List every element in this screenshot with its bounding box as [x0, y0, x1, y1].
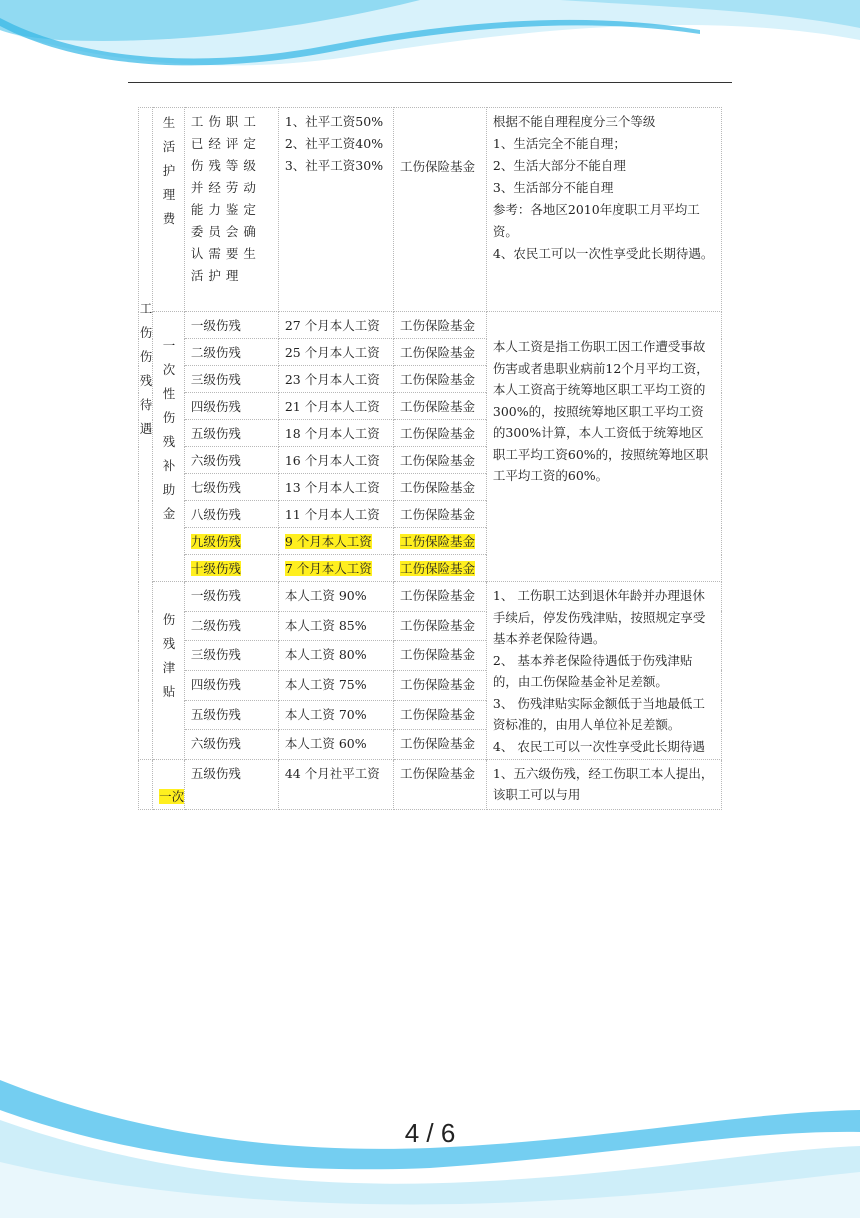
- source-text: 工伤保险基金: [400, 588, 476, 603]
- note-line: 根据不能自理程度分三个等级: [492, 114, 656, 129]
- grade-label: 四级伤残: [190, 399, 241, 414]
- note-text: 本人工资是指工伤职工因工作遭受事故伤害或者患职业病前12个月平均工资， 本人工资高于统筹地区职工平均工资的300%的，按照统筹地区职工平均工资的300%计算，本人工资低于统筹地区职工平均工资60%的，按照统筹地区职工平均工资的60%。: [492, 339, 709, 483]
- amount-text: 本人工资 70%: [284, 706, 367, 722]
- amount-text: 16 个月本人工资: [284, 453, 380, 468]
- condition-text: 工伤职工已经评定伤残等级并经劳动能力鉴定委员会确认需要生活护理: [190, 114, 261, 283]
- source-cell: [394, 393, 487, 420]
- source-cell: [394, 366, 487, 393]
- grade-label: 三级伤残: [190, 372, 241, 387]
- amount-cell: [278, 730, 393, 760]
- grade-cell: [184, 339, 278, 366]
- category-cell: [139, 760, 153, 810]
- source-text: 工伤保险基金: [400, 534, 476, 549]
- category-label: 工伤伤残待遇: [139, 300, 153, 436]
- notes-cell: [486, 760, 721, 810]
- source-text: 工伤保险基金: [400, 736, 476, 752]
- note-text: 1、五六级伤残，经工伤职工本人提出，该职工可以与用: [492, 766, 714, 802]
- amount-item: 1、社平工资50%: [284, 114, 384, 129]
- subcategory-label: 生活护理费: [162, 115, 176, 226]
- grade-cell: [184, 366, 278, 393]
- source-cell: [394, 312, 487, 339]
- amount-text: 本人工资 90%: [284, 588, 367, 603]
- grade-cell: [184, 312, 278, 339]
- amount-text: 27 个月本人工资: [284, 318, 380, 333]
- grade-label: 七级伤残: [190, 480, 241, 495]
- note-line: 1、 工伤职工达到退休年龄并办理退休手续后，停发伤残津贴，按照规定享受基本养老保险待遇。: [492, 588, 706, 646]
- note-line: 3、生活部分不能自理: [492, 180, 614, 195]
- note-line: 3、 伤残津贴实际金额低于当地最低工资标准的，由用人单位补足差额。: [492, 695, 705, 732]
- notes-cell: [486, 312, 721, 582]
- source-cell: [394, 474, 487, 501]
- source-text: 工伤保险基金: [400, 507, 476, 522]
- source-cell: [394, 501, 487, 528]
- table-row: [139, 582, 722, 612]
- amount-cell: [278, 366, 393, 393]
- source-text: 工伤保险基金: [400, 617, 476, 633]
- grade-label: 四级伤残: [190, 676, 241, 692]
- grade-label: 九级伤残: [190, 534, 241, 549]
- grade-label: 八级伤残: [190, 507, 241, 522]
- source-cell: [394, 670, 487, 700]
- amount-cell: [278, 582, 393, 612]
- note-line: 4、农民工可以一次性享受此长期待遇。: [492, 246, 714, 261]
- amount-text: 7 个月本人工资: [284, 561, 372, 576]
- source-cell: [394, 730, 487, 760]
- note-line: 4、 农民工可以一次性享受此长期待遇: [492, 738, 705, 754]
- grade-cell: [184, 611, 278, 641]
- grade-label: 六级伤残: [190, 736, 241, 752]
- source-text: 工伤保险基金: [400, 372, 476, 387]
- table-row: [139, 312, 722, 339]
- source-text: 工伤保险基金: [400, 345, 476, 360]
- amount-cell: [278, 108, 393, 312]
- amount-text: 本人工资 85%: [284, 617, 367, 633]
- source-text: 工伤保险基金: [400, 318, 476, 333]
- subcategory-label: 一次性伤残补助金: [162, 338, 176, 521]
- grade-label: 十级伤残: [190, 561, 241, 576]
- notes-cell: [486, 108, 721, 312]
- grade-cell: [184, 528, 278, 555]
- source-text: 工伤保险基金: [400, 766, 476, 781]
- source-cell: [394, 700, 487, 730]
- note-line: 1、生活完全不能自理；: [492, 136, 626, 151]
- grade-label: 一级伤残: [190, 588, 241, 603]
- source-text: 工伤保险基金: [400, 453, 476, 468]
- source-cell: [394, 447, 487, 474]
- amount-text: 18 个月本人工资: [284, 426, 380, 441]
- table-row: [139, 760, 722, 810]
- source-cell: [394, 611, 487, 641]
- source-text: 工伤保险基金: [400, 706, 476, 722]
- source-cell: [394, 641, 487, 671]
- amount-text: 25 个月本人工资: [284, 345, 380, 360]
- source-cell: [394, 555, 487, 582]
- amount-text: 本人工资 80%: [284, 647, 367, 663]
- source-text: 工伤保险基金: [400, 159, 476, 174]
- grade-label: 二级伤残: [190, 617, 241, 633]
- grade-cell: [184, 641, 278, 671]
- source-text: 工伤保险基金: [400, 647, 476, 663]
- amount-cell: [278, 501, 393, 528]
- grade-label: 一级伤残: [190, 318, 241, 333]
- amount-cell: [278, 447, 393, 474]
- amount-text: 11 个月本人工资: [284, 507, 380, 522]
- notes-cell: [486, 582, 721, 760]
- note-line: 2、 基本养老保险待遇低于伤残津贴的，由工伤保险基金补足差额。: [492, 652, 693, 689]
- source-text: 工伤保险基金: [400, 561, 476, 576]
- amount-cell: [278, 760, 393, 810]
- amount-text: 9 个月本人工资: [284, 534, 372, 549]
- source-cell: [394, 420, 487, 447]
- note-line: 2、生活大部分不能自理: [492, 158, 626, 173]
- grade-cell: [184, 760, 278, 810]
- amount-text: 23 个月本人工资: [284, 372, 380, 387]
- amount-item: 3、社平工资30%: [284, 158, 384, 173]
- grade-cell: [184, 730, 278, 760]
- subcategory-cell: [153, 582, 185, 760]
- source-text: 工伤保险基金: [400, 480, 476, 495]
- grade-label: 五级伤残: [190, 426, 241, 441]
- source-cell: [394, 528, 487, 555]
- source-cell: [394, 108, 487, 312]
- grade-cell: [184, 393, 278, 420]
- amount-text: 13 个月本人工资: [284, 480, 380, 495]
- grade-cell: [184, 700, 278, 730]
- amount-cell: [278, 700, 393, 730]
- grade-label: 二级伤残: [190, 345, 241, 360]
- grade-label: 五级伤残: [190, 706, 241, 722]
- amount-text: 21 个月本人工资: [284, 399, 380, 414]
- amount-text: 本人工资 60%: [284, 736, 367, 752]
- table-row: [139, 108, 722, 312]
- subcategory-label: 伤残津贴: [162, 612, 176, 699]
- grade-cell: [184, 420, 278, 447]
- injury-benefits-table: [138, 107, 722, 810]
- amount-cell: [278, 474, 393, 501]
- amount-cell: [278, 670, 393, 700]
- grade-cell: [184, 501, 278, 528]
- subcategory-label: 一次: [159, 789, 185, 804]
- source-cell: [394, 582, 487, 612]
- amount-cell: [278, 420, 393, 447]
- condition-cell: [184, 108, 278, 312]
- grade-cell: [184, 582, 278, 612]
- source-text: 工伤保险基金: [400, 426, 476, 441]
- grade-label: 六级伤残: [190, 453, 241, 468]
- note-line: 参考：各地区2010年度职工月平均工资。: [492, 202, 700, 239]
- amount-item: 2、社平工资40%: [284, 136, 384, 151]
- amount-cell: [278, 393, 393, 420]
- source-cell: [394, 760, 487, 810]
- amount-cell: [278, 555, 393, 582]
- source-text: 工伤保险基金: [400, 676, 476, 692]
- subcategory-cell: [153, 108, 185, 312]
- amount-cell: [278, 339, 393, 366]
- source-cell: [394, 339, 487, 366]
- subcategory-cell: [153, 760, 185, 810]
- grade-cell: [184, 670, 278, 700]
- subcategory-cell: [153, 312, 185, 582]
- grade-cell: [184, 474, 278, 501]
- amount-cell: [278, 528, 393, 555]
- amount-cell: [278, 312, 393, 339]
- category-cell: [139, 108, 153, 760]
- amount-text: 本人工资 75%: [284, 676, 367, 692]
- grade-cell: [184, 447, 278, 474]
- grade-label: 五级伤残: [190, 766, 241, 781]
- page-number: 4 / 6: [404, 1118, 456, 1148]
- header-rule: [128, 82, 732, 83]
- grade-label: 三级伤残: [190, 647, 241, 663]
- grade-cell: [184, 555, 278, 582]
- amount-cell: [278, 641, 393, 671]
- amount-text: 44 个月社平工资: [284, 766, 380, 781]
- amount-cell: [278, 611, 393, 641]
- source-text: 工伤保险基金: [400, 399, 476, 414]
